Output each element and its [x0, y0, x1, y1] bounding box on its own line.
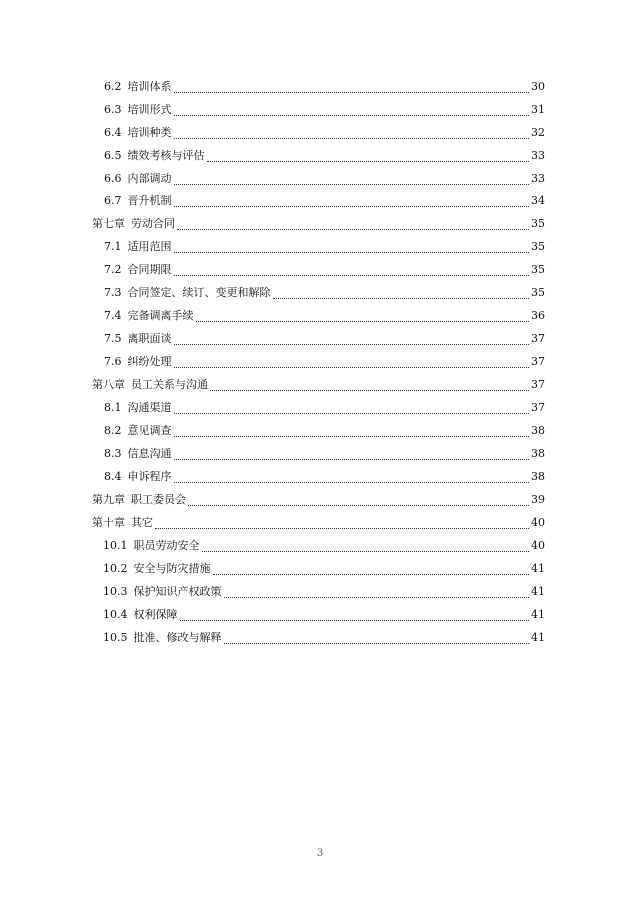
toc-dot-leader — [202, 551, 530, 552]
toc-entry-number: 6.7 — [104, 194, 122, 207]
toc-entry[interactable] — [104, 124, 545, 142]
toc-entry-page: 32 — [531, 126, 545, 139]
toc-entry-title: 信息沟通 — [127, 447, 172, 460]
toc-entry-page: 41 — [531, 608, 545, 621]
toc-entry-page: 40 — [531, 516, 545, 529]
toc-dot-leader — [180, 620, 530, 621]
toc-chapter-number: 第十章 — [92, 516, 125, 529]
toc-dot-leader — [174, 367, 530, 368]
toc-dot-leader — [174, 184, 530, 185]
toc-entry[interactable] — [103, 606, 545, 624]
toc-chapter-entry[interactable] — [92, 376, 545, 394]
toc-entry[interactable] — [104, 330, 545, 348]
toc-entry[interactable] — [104, 284, 545, 302]
toc-entry-number: 10.2 — [103, 562, 128, 575]
toc-entry-page: 31 — [531, 103, 545, 116]
toc-dot-leader — [174, 436, 530, 437]
toc-entry-title: 晋升机制 — [127, 194, 172, 207]
toc-entry-title: 安全与防灾措施 — [133, 562, 211, 575]
toc-entry-number: 7.5 — [104, 332, 122, 345]
toc-entry-title: 内部调动 — [127, 172, 172, 185]
toc-chapter-number: 第九章 — [92, 493, 125, 506]
toc-chapter-title: 职工委员会 — [131, 493, 186, 506]
toc-entry-number: 6.5 — [104, 149, 122, 162]
toc-entry[interactable] — [104, 468, 545, 486]
toc-entry-number: 6.3 — [104, 103, 122, 116]
toc-entry-number: 7.2 — [104, 263, 122, 276]
toc-entry-page: 36 — [531, 309, 545, 322]
toc-entry-number: 8.2 — [104, 424, 122, 437]
toc-dot-leader — [174, 92, 530, 93]
toc-entry[interactable] — [103, 537, 545, 555]
toc-entry-title: 申诉程序 — [127, 470, 172, 483]
toc-dot-leader — [174, 138, 530, 139]
toc-entry-page: 37 — [531, 332, 545, 345]
toc-entry-number: 6.6 — [104, 172, 122, 185]
toc-entry-number: 10.4 — [103, 608, 128, 621]
toc-entry-title: 合同期限 — [127, 263, 172, 276]
toc-entry-number: 6.4 — [104, 126, 122, 139]
toc-entry-title: 合同签定、续订、变更和解除 — [127, 286, 271, 299]
toc-dot-leader — [213, 574, 530, 575]
toc-entry-number: 8.1 — [104, 401, 122, 414]
toc-entry-number: 8.3 — [104, 447, 122, 460]
toc-entry-title: 培训种类 — [127, 126, 172, 139]
toc-chapter-number: 第八章 — [92, 378, 125, 391]
toc-entry[interactable] — [104, 399, 545, 417]
toc-entry-page: 35 — [531, 286, 545, 299]
toc-dot-leader — [174, 482, 530, 483]
toc-chapter-entry[interactable] — [92, 491, 545, 509]
toc-entry-number: 7.4 — [104, 309, 122, 322]
toc-entry[interactable] — [104, 422, 545, 440]
toc-entry-title: 纠纷处理 — [127, 355, 172, 368]
toc-entry-page: 38 — [531, 447, 545, 460]
toc-chapter-title: 劳动合同 — [131, 217, 175, 230]
toc-entry[interactable] — [104, 147, 545, 165]
toc-entry-number: 7.6 — [104, 355, 122, 368]
toc-entry-number: 10.3 — [103, 585, 128, 598]
toc-entry-title: 意见调查 — [127, 424, 172, 437]
toc-entry[interactable] — [103, 629, 545, 647]
toc-dot-leader — [174, 413, 530, 414]
toc-dot-leader — [174, 206, 530, 207]
toc-dot-leader — [188, 505, 529, 506]
toc-dot-leader — [174, 115, 530, 116]
toc-entry-title: 职员劳动安全 — [133, 539, 200, 552]
toc-dot-leader — [174, 459, 530, 460]
toc-entry-page: 35 — [531, 217, 545, 230]
toc-dot-leader — [273, 298, 530, 299]
toc-entry-number: 6.2 — [104, 80, 122, 93]
toc-chapter-title: 其它 — [131, 516, 153, 529]
toc-entry-page: 33 — [531, 172, 545, 185]
toc-entry-page: 33 — [531, 149, 545, 162]
toc-entry[interactable] — [104, 445, 545, 463]
toc-chapter-number: 第七章 — [92, 217, 125, 230]
toc-dot-leader — [155, 528, 529, 529]
toc-chapter-entry[interactable] — [92, 514, 545, 532]
toc-entry-title: 适用范围 — [127, 240, 172, 253]
toc-entry-title: 权利保障 — [133, 608, 178, 621]
toc-entry-number: 8.4 — [104, 470, 122, 483]
toc-entry-page: 40 — [531, 539, 545, 552]
toc-entry-title: 批准、修改与解释 — [133, 631, 222, 644]
toc-chapter-title: 员工关系与沟通 — [131, 378, 208, 391]
toc-dot-leader — [196, 321, 530, 322]
toc-entry-title: 离职面谈 — [127, 332, 172, 345]
toc-entry[interactable] — [104, 78, 545, 96]
toc-entry-title: 绩效考核与评估 — [127, 149, 205, 162]
toc-entry-page: 35 — [531, 263, 545, 276]
toc-entry[interactable] — [103, 560, 545, 578]
toc-entry-page: 37 — [531, 378, 545, 391]
toc-entry-page: 34 — [531, 194, 545, 207]
toc-entry-page: 38 — [531, 470, 545, 483]
toc-entry[interactable] — [104, 101, 545, 119]
toc-dot-leader — [207, 161, 530, 162]
toc-entry-page: 35 — [531, 240, 545, 253]
page-number: 3 — [316, 848, 324, 859]
toc-entry-title: 完备调离手续 — [127, 309, 194, 322]
toc-chapter-entry[interactable] — [92, 215, 545, 233]
toc-dot-leader — [174, 344, 530, 345]
toc-entry-number: 10.5 — [103, 631, 128, 644]
toc-entry-title: 培训形式 — [127, 103, 172, 116]
toc-entry-page: 41 — [531, 562, 545, 575]
toc-entry[interactable] — [104, 261, 545, 279]
toc-entry-page: 30 — [531, 80, 545, 93]
toc-entry[interactable] — [104, 353, 545, 371]
toc-entry[interactable] — [104, 170, 545, 188]
toc-entry-page: 38 — [531, 424, 545, 437]
toc-entry-page: 41 — [531, 631, 545, 644]
toc-entry-page: 41 — [531, 585, 545, 598]
toc-dot-leader — [224, 597, 530, 598]
toc-dot-leader — [174, 252, 530, 253]
toc-entry[interactable] — [103, 583, 545, 601]
toc-entry-title: 培训体系 — [127, 80, 172, 93]
toc-dot-leader — [174, 275, 530, 276]
toc-dot-leader — [224, 643, 530, 644]
toc-entry-title: 保护知识产权政策 — [133, 585, 222, 598]
toc-entry-title: 沟通渠道 — [127, 401, 172, 414]
toc-entry[interactable] — [104, 238, 545, 256]
toc-entry[interactable] — [104, 192, 545, 210]
toc-entry-page: 39 — [531, 493, 545, 506]
toc-entry-page: 37 — [531, 401, 545, 414]
toc-dot-leader — [210, 390, 529, 391]
toc-entry-number: 10.1 — [103, 539, 128, 552]
toc-dot-leader — [177, 229, 529, 230]
toc-entry-page: 37 — [531, 355, 545, 368]
toc-entry-number: 7.1 — [104, 240, 122, 253]
toc-entry-number: 7.3 — [104, 286, 122, 299]
toc-entry[interactable] — [104, 307, 545, 325]
